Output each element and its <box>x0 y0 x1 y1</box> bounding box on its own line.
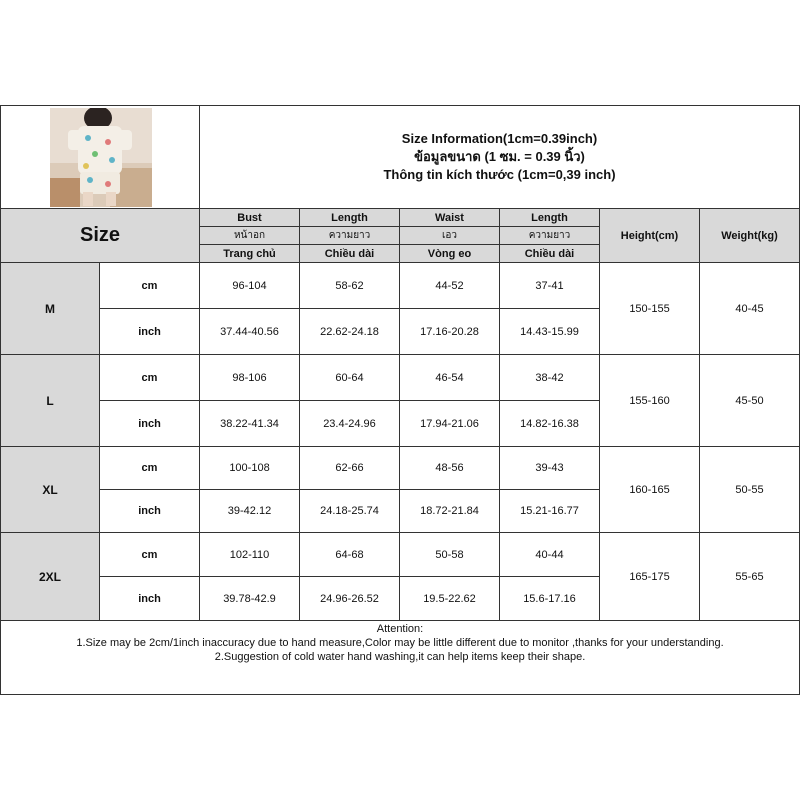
2xl-waist-cm: 50-58 <box>400 533 500 577</box>
attention-note <box>0 621 800 695</box>
2xl-length-cm: 64-68 <box>300 533 400 577</box>
m-waist-inch: 17.16-20.28 <box>400 309 500 355</box>
height-column-header: Height(cm) <box>600 209 700 263</box>
top-length-header-en: Length <box>300 209 400 227</box>
m-bust-cm: 96-104 <box>200 263 300 309</box>
2xl-height: 165-175 <box>600 533 700 621</box>
pants-length-header-en: Length <box>500 209 600 227</box>
l-weight: 45-50 <box>700 355 800 447</box>
unit-cm-2xl: cm <box>100 533 200 577</box>
l-waist-cm: 46-54 <box>400 355 500 401</box>
m-pants-length-cm: 37-41 <box>500 263 600 309</box>
m-length-inch: 22.62-24.18 <box>300 309 400 355</box>
xl-bust-inch: 39-42.12 <box>200 490 300 533</box>
m-length-cm: 58-62 <box>300 263 400 309</box>
info-line-vietnamese: Thông tin kích thước (1cm=0,39 inch) <box>383 167 616 182</box>
unit-inch-2xl: inch <box>100 577 200 621</box>
unit-cm-m: cm <box>100 263 200 309</box>
unit-inch-l: inch <box>100 401 200 447</box>
size-label-2xl: 2XL <box>0 533 100 621</box>
unit-cm-xl: cm <box>100 447 200 490</box>
size-label-l: L <box>0 355 100 447</box>
pants-length-header-th: ความยาว <box>500 227 600 245</box>
m-weight: 40-45 <box>700 263 800 355</box>
xl-pants-length-cm: 39-43 <box>500 447 600 490</box>
xl-length-cm: 62-66 <box>300 447 400 490</box>
2xl-waist-inch: 19.5-22.62 <box>400 577 500 621</box>
size-label-xl: XL <box>0 447 100 533</box>
l-pants-length-cm: 38-42 <box>500 355 600 401</box>
l-length-inch: 23.4-24.96 <box>300 401 400 447</box>
2xl-length-inch: 24.96-26.52 <box>300 577 400 621</box>
attention-line-2: 2.Suggestion of cold water hand washing,it can help items keep their shape. <box>214 651 586 663</box>
l-bust-inch: 38.22-41.34 <box>200 401 300 447</box>
waist-header-vi: Vòng eo <box>400 245 500 263</box>
pants-length-header-vi: Chiều dài <box>500 245 600 263</box>
m-pants-length-inch: 14.43-15.99 <box>500 309 600 355</box>
unit-inch-xl: inch <box>100 490 200 533</box>
m-bust-inch: 37.44-40.56 <box>200 309 300 355</box>
2xl-bust-cm: 102-110 <box>200 533 300 577</box>
attention-line-1: 1.Size may be 2cm/1inch inaccuracy due to hand measure,Color may be little different due to monitor ,thanks for your understanding. <box>76 637 724 649</box>
xl-waist-inch: 18.72-21.84 <box>400 490 500 533</box>
top-length-header-th: ความยาว <box>300 227 400 245</box>
attention-title: Attention: <box>376 623 424 635</box>
size-label-m: M <box>0 263 100 355</box>
xl-weight: 50-55 <box>700 447 800 533</box>
l-length-cm: 60-64 <box>300 355 400 401</box>
2xl-weight: 55-65 <box>700 533 800 621</box>
product-photo <box>50 108 152 207</box>
l-waist-inch: 17.94-21.06 <box>400 401 500 447</box>
size-information-header <box>200 105 800 209</box>
info-line-english: Size Information(1cm=0.39inch) <box>401 131 598 146</box>
2xl-pants-length-inch: 15.6-17.16 <box>500 577 600 621</box>
product-photo-cell <box>0 105 200 209</box>
top-length-header-vi: Chiều dài <box>300 245 400 263</box>
l-pants-length-inch: 14.82-16.38 <box>500 401 600 447</box>
size-chart <box>0 105 800 695</box>
xl-length-inch: 24.18-25.74 <box>300 490 400 533</box>
xl-bust-cm: 100-108 <box>200 447 300 490</box>
l-bust-cm: 98-106 <box>200 355 300 401</box>
2xl-pants-length-cm: 40-44 <box>500 533 600 577</box>
m-waist-cm: 44-52 <box>400 263 500 309</box>
l-height: 155-160 <box>600 355 700 447</box>
waist-header-en: Waist <box>400 209 500 227</box>
waist-header-th: เอว <box>400 227 500 245</box>
xl-pants-length-inch: 15.21-16.77 <box>500 490 600 533</box>
bust-header-vi: Trang chủ <box>200 245 300 263</box>
xl-height: 160-165 <box>600 447 700 533</box>
2xl-bust-inch: 39.78-42.9 <box>200 577 300 621</box>
weight-column-header: Weight(kg) <box>700 209 800 263</box>
m-height: 150-155 <box>600 263 700 355</box>
unit-inch-m: inch <box>100 309 200 355</box>
model-pajama-illustration <box>50 108 152 207</box>
size-column-header: Size <box>0 209 200 263</box>
xl-waist-cm: 48-56 <box>400 447 500 490</box>
bust-header-th: หน้าอก <box>200 227 300 245</box>
unit-cm-l: cm <box>100 355 200 401</box>
info-line-thai: ข้อมูลขนาด (1 ซม. = 0.39 นิ้ว) <box>414 149 585 164</box>
bust-header-en: Bust <box>200 209 300 227</box>
